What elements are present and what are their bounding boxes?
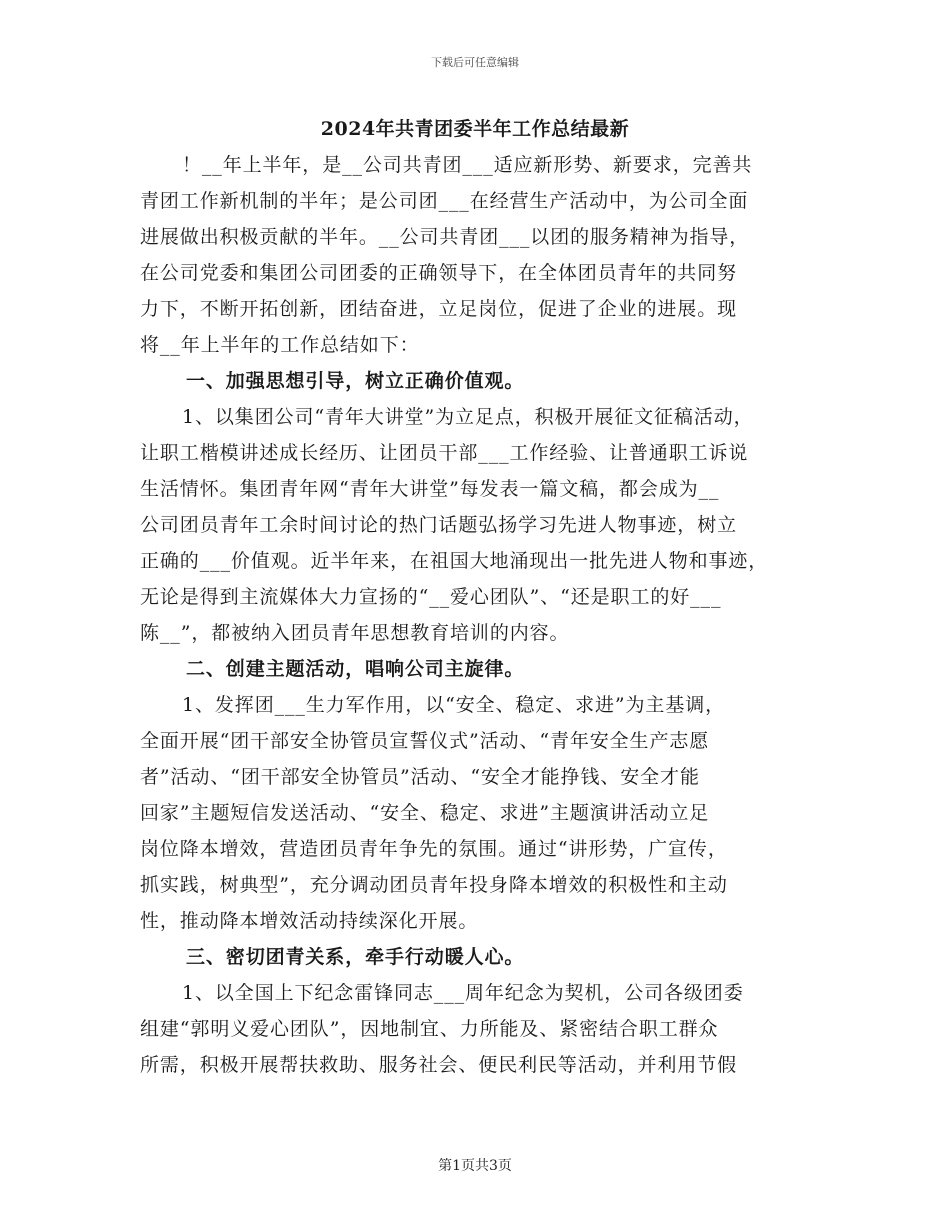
intro-line: 进展做出积极贡献的半年。__公司共青团___以团的服务精神为指导， xyxy=(140,226,750,248)
paragraph-line: 全面开展“团干部安全协管员宣誓仪式”活动、“青年安全生产志愿 xyxy=(140,730,710,752)
paragraph-line: 所需，积极开展帮扶救助、服务社会、便民利民等活动，并利用节假 xyxy=(140,1054,738,1076)
paragraph-line: 组建“郭明义爱心团队”，因地制宜、力所能及、紧密结合职工群众 xyxy=(140,1018,719,1040)
section-heading-2: 二、创建主题活动，唱响公司主旋律。 xyxy=(186,658,525,680)
document-title: 2024年共青团委半年工作总结最新 xyxy=(320,118,630,140)
paragraph-line: 无论是得到主流媒体大力宣扬的“__爱心团队”、“还是职工的好___ xyxy=(140,586,722,608)
section-heading-3: 三、密切团青关系，牵手行动暖人心。 xyxy=(186,946,525,968)
intro-line: 青团工作新机制的半年；是公司团___在经营生产活动中，为公司全面 xyxy=(140,190,749,212)
paragraph-line: 1、以全国上下纪念雷锋同志___周年纪念为契机，公司各级团委 xyxy=(182,982,744,1004)
document-body xyxy=(140,147,820,1083)
paragraph-line: 正确的___价值观。近半年来，在祖国大地涌现出一批先进人物和事迹， xyxy=(140,550,769,572)
paragraph-line: 公司团员青年工余时间讨论的热门话题弘扬学习先进人物事迹，树立 xyxy=(140,514,738,536)
section-heading-1: 一、加强思想引导，树立正确价值观。 xyxy=(186,370,525,392)
page-footer: 第1页共3页 xyxy=(438,1158,512,1174)
paragraph-line: 回家”主题短信发送活动、“安全、稳定、求进”主题演讲活动立足 xyxy=(140,802,710,824)
paragraph-line: 陈__”，都被纳入团员青年思想教育培训的内容。 xyxy=(140,622,570,644)
intro-line: 将__年上半年的工作总结如下： xyxy=(140,334,420,356)
paragraph-line: 生活情怀。集团青年网“青年大讲堂”每发表一篇文稿，都会成为__ xyxy=(140,478,720,500)
paragraph-line: 1、发挥团___生力军作用，以“安全、稳定、求进”为主基调， xyxy=(182,694,726,716)
intro-line: 力下，不断开拓创新，团结奋进，立足岗位，促进了企业的进展。现 xyxy=(140,298,738,320)
intro-line: 在公司党委和集团公司团委的正确领导下，在全体团员青年的共同努 xyxy=(140,262,738,284)
paragraph-line: 者”活动、“团干部安全协管员”活动、“安全才能挣钱、安全才能 xyxy=(140,766,700,788)
paragraph-line: 抓实践，树典型”，充分调动团员青年投身降本增效的积极性和主动 xyxy=(140,874,728,896)
paragraph-line: 岗位降本增效，营造团员青年争先的氛围。通过“讲形势，广宣传， xyxy=(140,838,728,860)
header-note: 下载后可任意编辑 xyxy=(431,56,519,69)
paragraph-line: 性，推动降本增效活动持续深化开展。 xyxy=(140,910,479,932)
intro-line: ！__年上半年，是__公司共青团___适应新形势、新要求，完善共 xyxy=(182,154,753,176)
paragraph-line: 1、以集团公司“青年大讲堂”为立足点，积极开展征文征稿活动， xyxy=(182,406,754,428)
paragraph-line: 让职工楷模讲述成长经历、让团员干部___工作经验、让普通职工诉说 xyxy=(140,442,749,464)
